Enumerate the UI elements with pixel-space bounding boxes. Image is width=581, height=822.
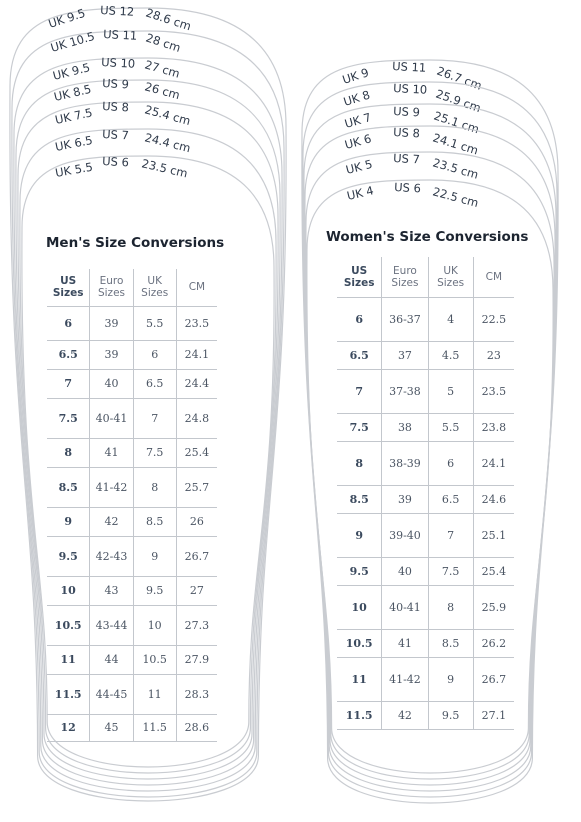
table-cell: 27.9 <box>176 645 217 674</box>
column-header <box>47 269 90 306</box>
sole-size-label: 24.1 cm <box>431 130 480 158</box>
womens-title: Women's Size Conversions <box>326 229 529 245</box>
table-row <box>47 467 217 507</box>
us-size-cell: 10 <box>47 576 90 605</box>
table-cell: 25.7 <box>176 467 217 507</box>
table-cell: 8 <box>133 467 176 507</box>
table-row <box>337 369 514 413</box>
column-header-line: UK <box>147 275 162 288</box>
table-cell: 8.5 <box>133 507 176 536</box>
table-cell: 27.3 <box>176 605 217 645</box>
table-cell: 7.5 <box>428 557 473 585</box>
table-cell: 43-44 <box>90 605 133 645</box>
table-cell: 25.4 <box>176 438 217 467</box>
table-row <box>47 674 217 714</box>
table-cell: 7 <box>428 513 473 557</box>
table-cell: 28.3 <box>176 674 217 714</box>
sole-size-label: UK 6 <box>343 131 373 152</box>
column-header <box>90 269 133 306</box>
sole-size-label: UK 7.5 <box>53 105 94 127</box>
table-cell: 23.5 <box>473 369 514 413</box>
sole-size-label: US 6 <box>101 154 130 170</box>
us-size-cell: 6.5 <box>47 340 90 369</box>
table-cell: 24.4 <box>176 369 217 398</box>
table-row <box>337 657 514 701</box>
sole-size-label: 26 cm <box>143 79 182 103</box>
sole-size-label: 23.5 cm <box>431 155 481 182</box>
sole-size-label: 22.5 cm <box>431 184 481 211</box>
column-header-line: Sizes <box>343 276 375 289</box>
table-row <box>337 297 514 341</box>
table-cell: 24.8 <box>176 398 217 438</box>
table-cell: 9 <box>133 536 176 576</box>
table-cell: 5.5 <box>428 413 473 441</box>
table-cell: 43 <box>90 576 133 605</box>
table-row <box>47 507 217 536</box>
sole-size-label: UK 4 <box>345 183 375 203</box>
table-cell: 37 <box>382 341 428 369</box>
table-row <box>47 340 217 369</box>
sole-size-label: UK 10.5 <box>48 28 97 55</box>
sole-size-label: US 8 <box>101 99 130 115</box>
column-header-line: US <box>60 275 77 288</box>
sole-size-label: US 8 <box>392 125 421 141</box>
table-row <box>337 441 514 485</box>
table-cell: 25.4 <box>473 557 514 585</box>
us-size-cell: 8.5 <box>47 467 90 507</box>
table-cell: 37-38 <box>382 369 428 413</box>
us-size-cell: 12 <box>47 714 90 741</box>
table-row <box>47 714 217 741</box>
table-cell: 26 <box>176 507 217 536</box>
sole-size-label: UK 8 <box>341 87 372 109</box>
table-row <box>47 605 217 645</box>
table-cell: 8.5 <box>428 629 473 657</box>
us-size-cell: 11.5 <box>47 674 90 714</box>
table-cell: 38 <box>382 413 428 441</box>
column-header <box>133 269 176 306</box>
table-cell: 44-45 <box>90 674 133 714</box>
table-cell: 4 <box>428 297 473 341</box>
sole-size-label: US 10 <box>100 55 136 71</box>
table-cell: 6 <box>133 340 176 369</box>
sole-size-label: US 11 <box>391 59 427 75</box>
us-size-cell: 7 <box>337 369 382 413</box>
mens-size-table <box>47 269 217 742</box>
column-header-line: Euro <box>99 275 124 288</box>
table-cell: 9.5 <box>428 701 473 729</box>
us-size-cell: 6 <box>47 306 90 340</box>
table-cell: 40-41 <box>90 398 133 438</box>
sole-size-label: US 9 <box>101 76 130 92</box>
column-header-line: CM <box>485 270 503 283</box>
table-row <box>337 557 514 585</box>
us-size-cell: 10.5 <box>337 629 382 657</box>
table-cell: 5 <box>428 369 473 413</box>
table-cell: 41-42 <box>382 657 428 701</box>
us-size-cell: 7.5 <box>337 413 382 441</box>
column-header-line: Sizes <box>437 276 465 289</box>
table-row <box>337 513 514 557</box>
table-cell: 39 <box>90 306 133 340</box>
table-cell: 26.7 <box>176 536 217 576</box>
table-cell: 39 <box>90 340 133 369</box>
us-size-cell: 10.5 <box>47 605 90 645</box>
table-cell: 39 <box>382 485 428 513</box>
sole-size-label: UK 9.5 <box>46 5 87 31</box>
table-cell: 25.1 <box>473 513 514 557</box>
table-cell: 42 <box>382 701 428 729</box>
table-header-row <box>337 257 514 297</box>
table-cell: 39-40 <box>382 513 428 557</box>
us-size-cell: 9 <box>337 513 382 557</box>
sole-size-label: 23.5 cm <box>140 156 190 181</box>
column-header-line: Euro <box>393 264 417 277</box>
sole-size-label: UK 5.5 <box>54 159 94 180</box>
table-row <box>337 341 514 369</box>
sole-size-label: 26.7 cm <box>434 63 484 93</box>
sole-size-label: 28 cm <box>144 30 183 55</box>
column-header-line: Sizes <box>141 287 169 300</box>
table-cell: 41-42 <box>90 467 133 507</box>
column-header <box>473 257 514 297</box>
table-cell: 5.5 <box>133 306 176 340</box>
table-cell: 28.6 <box>176 714 217 741</box>
table-cell: 6 <box>428 441 473 485</box>
column-header <box>382 257 428 297</box>
table-cell: 9.5 <box>133 576 176 605</box>
column-header <box>176 269 217 306</box>
table-cell: 40 <box>382 557 428 585</box>
table-cell: 40 <box>90 369 133 398</box>
table-cell: 42 <box>90 507 133 536</box>
table-cell: 11.5 <box>133 714 176 741</box>
sole-size-label: 25.1 cm <box>432 108 481 137</box>
table-row <box>337 485 514 513</box>
sole-size-label: 27 cm <box>143 57 182 81</box>
table-cell: 10 <box>133 605 176 645</box>
sole-size-label: US 7 <box>101 127 130 143</box>
table-cell: 22.5 <box>473 297 514 341</box>
table-row <box>47 438 217 467</box>
sole-size-label: US 12 <box>99 3 135 19</box>
table-cell: 45 <box>90 714 133 741</box>
sole-size-label: US 10 <box>392 81 428 97</box>
table-cell: 11 <box>133 674 176 714</box>
us-size-cell: 9 <box>47 507 90 536</box>
sole-size-label: UK 9 <box>340 65 371 87</box>
table-cell: 26.7 <box>473 657 514 701</box>
sole-size-label: 25.9 cm <box>434 86 483 116</box>
column-header-line: Sizes <box>52 287 84 300</box>
sole-size-label: UK 6.5 <box>53 132 94 154</box>
us-size-cell: 7 <box>47 369 90 398</box>
us-size-cell: 11 <box>47 645 90 674</box>
table-cell: 6.5 <box>428 485 473 513</box>
table-cell: 9 <box>428 657 473 701</box>
us-size-cell: 8.5 <box>337 485 382 513</box>
table-cell: 8 <box>428 585 473 629</box>
us-size-cell: 9.5 <box>337 557 382 585</box>
table-cell: 24.1 <box>176 340 217 369</box>
us-size-cell: 6 <box>337 297 382 341</box>
table-cell: 36-37 <box>382 297 428 341</box>
table-cell: 7 <box>133 398 176 438</box>
column-header-line: CM <box>188 281 206 294</box>
table-cell: 23 <box>473 341 514 369</box>
sole-size-label: US 6 <box>393 180 422 196</box>
us-size-cell: 7.5 <box>47 398 90 438</box>
table-row <box>337 701 514 729</box>
us-size-cell: 10 <box>337 585 382 629</box>
sole-size-label: UK 8.5 <box>52 81 93 104</box>
womens-size-table <box>337 257 514 730</box>
table-cell: 44 <box>90 645 133 674</box>
sole-size-label: 25.4 cm <box>143 102 193 129</box>
table-row <box>47 398 217 438</box>
mens-title: Men's Size Conversions <box>46 235 225 251</box>
table-cell: 38-39 <box>382 441 428 485</box>
table-cell: 24.6 <box>473 485 514 513</box>
us-size-cell: 11.5 <box>337 701 382 729</box>
table-cell: 42-43 <box>90 536 133 576</box>
us-size-cell: 6.5 <box>337 341 382 369</box>
table-cell: 23.8 <box>473 413 514 441</box>
sole-size-label: UK 5 <box>344 156 374 177</box>
sole-size-label: UK 9.5 <box>51 60 92 83</box>
sole-size-label: UK 7 <box>342 110 373 131</box>
us-size-cell: 8 <box>47 438 90 467</box>
column-header <box>428 257 473 297</box>
table-row <box>47 536 217 576</box>
us-size-cell: 11 <box>337 657 382 701</box>
sole-size-label: US 9 <box>392 104 421 120</box>
sole-size-label: 24.4 cm <box>143 130 193 156</box>
table-cell: 27 <box>176 576 217 605</box>
table-cell: 40-41 <box>382 585 428 629</box>
table-cell: 26.2 <box>473 629 514 657</box>
table-cell: 41 <box>382 629 428 657</box>
table-row <box>337 629 514 657</box>
table-row <box>47 645 217 674</box>
us-size-cell: 8 <box>337 441 382 485</box>
column-header-line: Sizes <box>97 287 125 300</box>
table-row <box>47 576 217 605</box>
column-header-line: UK <box>443 264 458 277</box>
table-cell: 6.5 <box>133 369 176 398</box>
column-header <box>337 257 382 297</box>
table-cell: 4.5 <box>428 341 473 369</box>
table-cell: 24.1 <box>473 441 514 485</box>
table-row <box>337 585 514 629</box>
table-cell: 23.5 <box>176 306 217 340</box>
column-header-line: Sizes <box>391 276 419 289</box>
table-cell: 10.5 <box>133 645 176 674</box>
table-row <box>337 413 514 441</box>
column-header-line: US <box>351 264 368 277</box>
table-header-row <box>47 269 217 306</box>
us-size-cell: 9.5 <box>47 536 90 576</box>
table-row <box>47 306 217 340</box>
sole-size-label: 28.6 cm <box>144 5 193 34</box>
sole-size-label: US 7 <box>392 151 421 167</box>
table-cell: 25.9 <box>473 585 514 629</box>
sole-size-label: US 11 <box>102 27 138 43</box>
table-cell: 27.1 <box>473 701 514 729</box>
table-row <box>47 369 217 398</box>
table-cell: 41 <box>90 438 133 467</box>
table-cell: 7.5 <box>133 438 176 467</box>
